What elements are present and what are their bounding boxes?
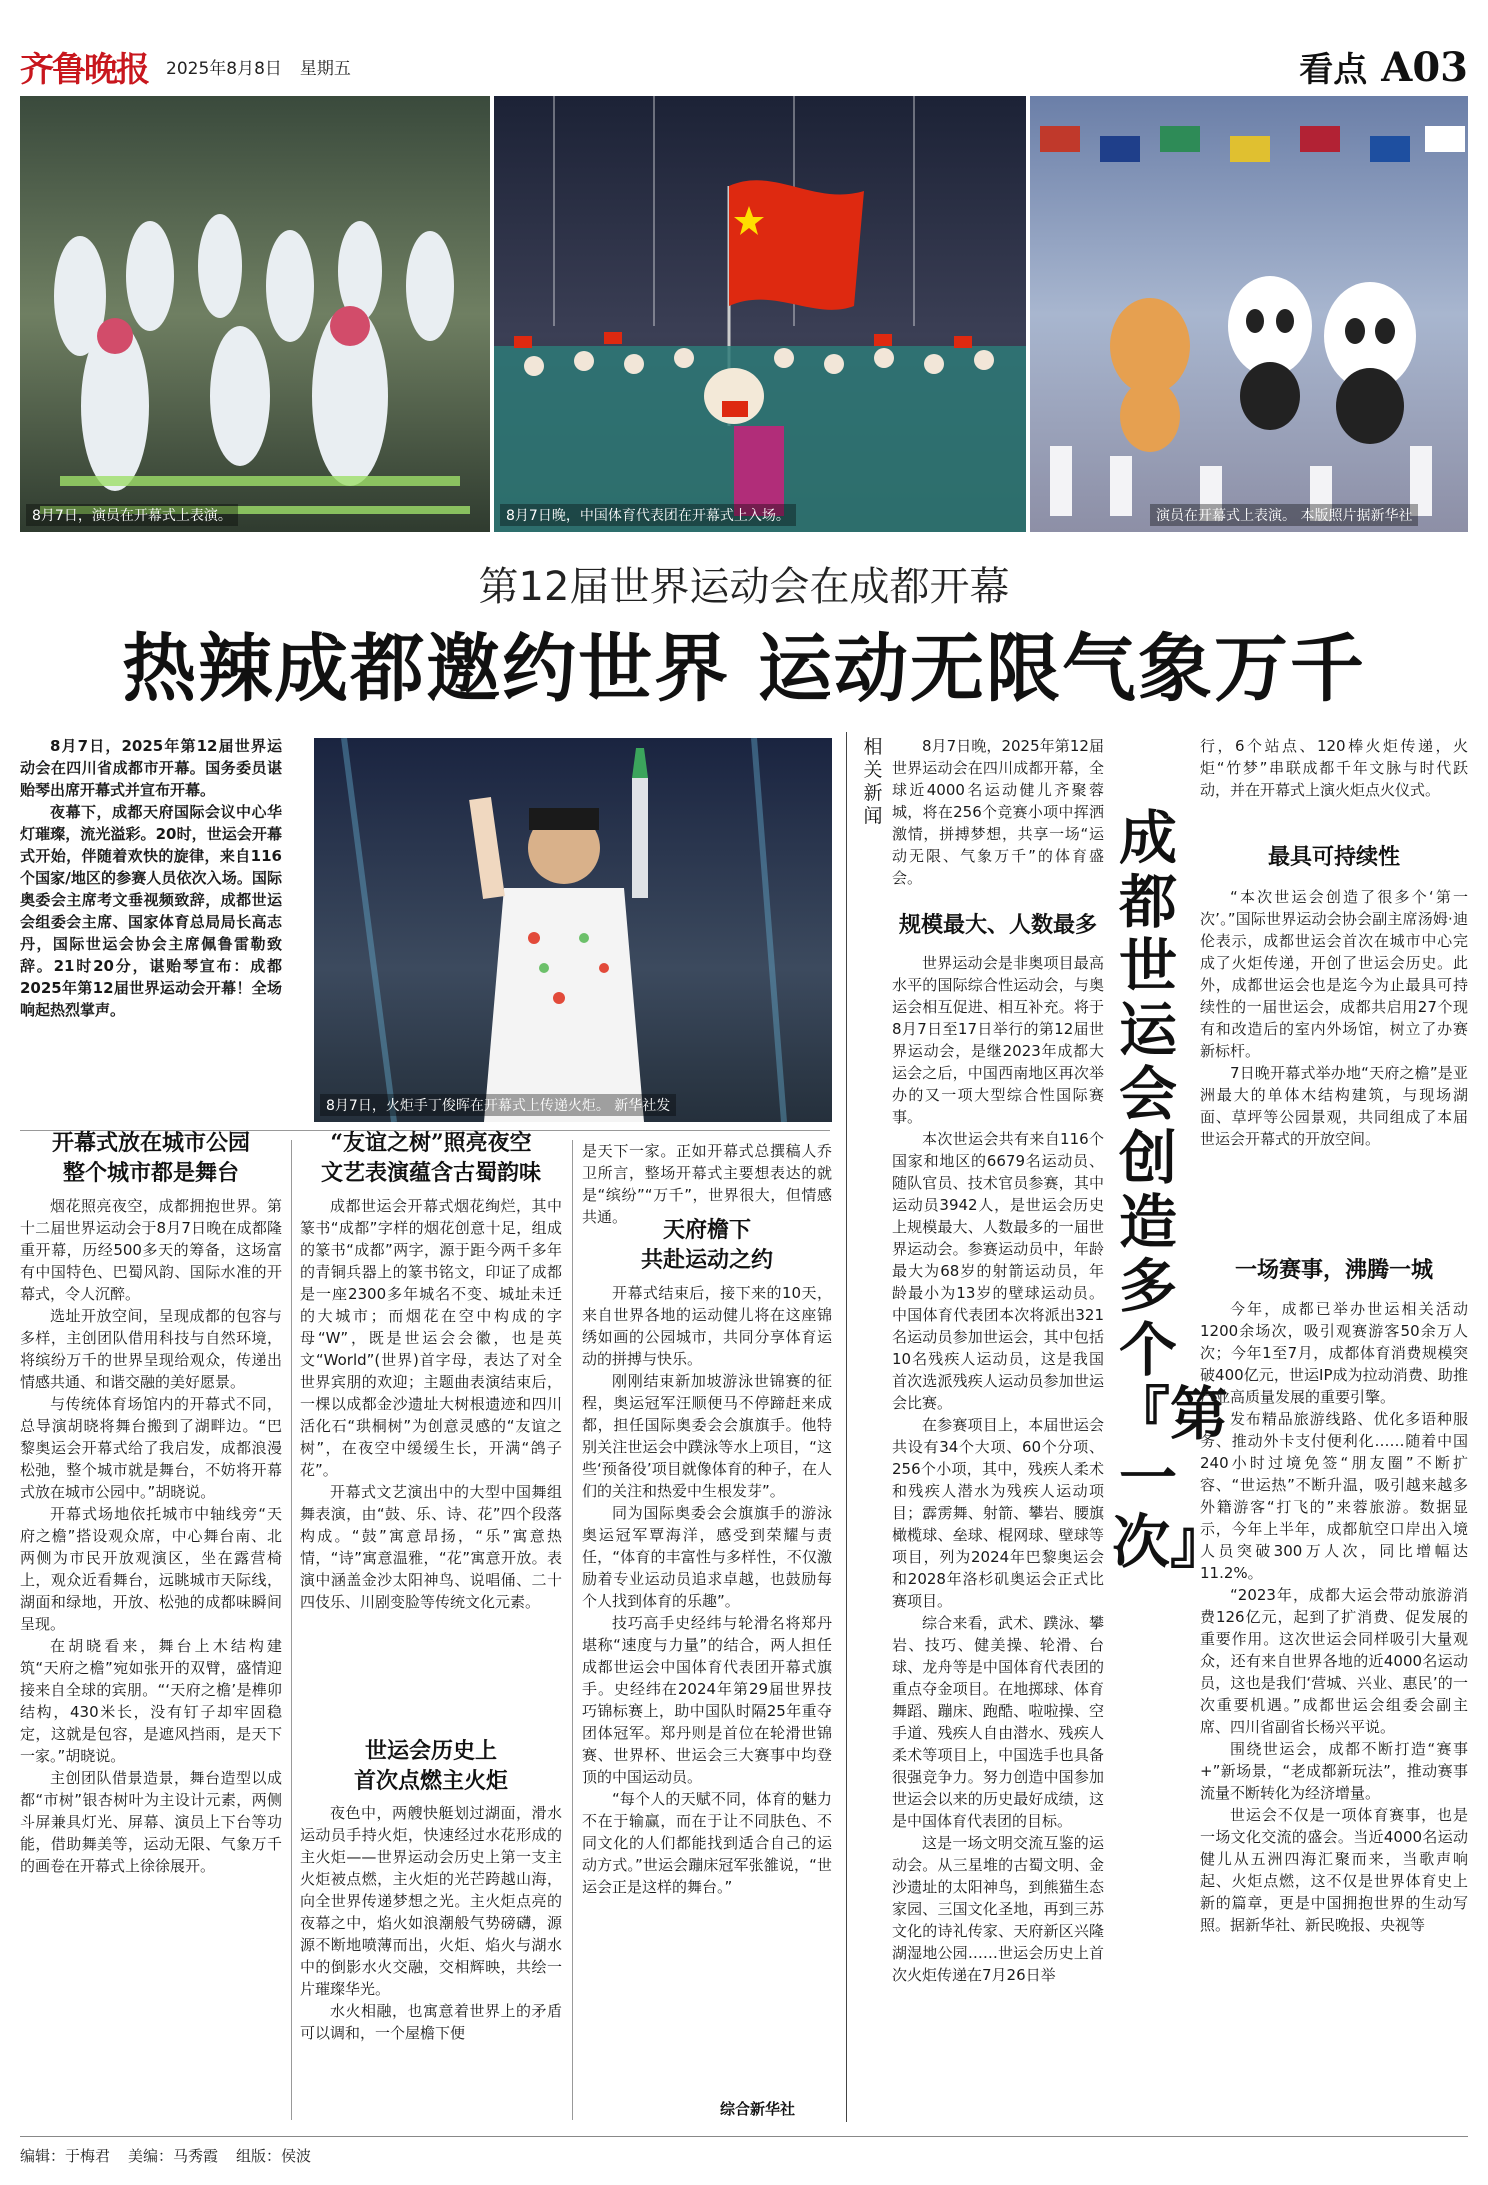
section-name: 看点	[1299, 49, 1368, 90]
photo-caption: 8月7日晚，中国体育代表团在开幕式上入场。	[500, 504, 796, 526]
kicker-headline: 第12届世界运动会在成都开幕	[478, 564, 1010, 610]
photo-performers-1	[20, 96, 490, 532]
article-column-3-top: 是天下一家。正如开幕式总撰稿人乔卫所言，整场开幕式主要想表达的就是“缤纷”“万千”，世界很大，但情感共通。	[582, 1142, 832, 1226]
issue-date: 2025年8月8日	[166, 58, 282, 79]
section-heading: 规模最大、人数最多	[898, 912, 1097, 938]
article-column-3: 开幕式结束后，接下来的10天，来自世界各地的运动健儿将在这座锦绣如画的公园城市，共同分享体育运动的拼搏与快乐。 刚刚结束新加坡游泳世锦赛的征程，奥运冠军汪顺便马不停蹄赶来成都，担任国际奥委会会旗旗手。他特别关注世运会中蹼泳等水上项目，“这些‘预备役’项目就像体育的种子，在人们的关注和热爱中生根发芽”。 同为国际奥委会会旗旗手的游泳奥运冠军覃海洋，感受到荣耀与责任，“体育的丰富性与多样性，不仅激励着专业运动员追求卓越，也鼓励每个人找到体育的乐趣”。 技巧高手史经纬与轮滑名将郑丹堪称“速度与力量”的结合，两人担任成都世运会中国体育代表团开幕式旗手。史经纬在2024年第29届世界技巧锦标赛上，助中国队时隔25年重夺团体冠军。郑丹则是首位在轮滑世锦赛、世界杯、世运会三大赛事中均登顶的中国运动员。 “每个人的天赋不同，体育的魅力不在于输赢，而在于让不同肤色、不同文化的人们都能找到适合自己的运动方式。”世运会蹦床冠军张雒说，“世运会正是这样的舞台。”	[582, 1284, 832, 1896]
section-heading: 天府檐下 共赴运动之约	[640, 1217, 773, 1273]
column-divider	[572, 1140, 573, 2120]
section-heading: “友谊之树”照亮夜空 文艺表演蕴含古蜀韵味	[320, 1130, 541, 1186]
section-heading: 世运会历史上 首次点燃主火炬	[353, 1738, 508, 1794]
section-heading: 开幕式放在城市公园 整个城市都是舞台	[51, 1130, 250, 1186]
photo-caption: 演员在开幕式上表演。 本版照片据新华社	[1150, 504, 1418, 526]
related-column-5: “本次世运会创造了很多个‘第一次’。”国际世界运动会协会副主席汤姆·迪伦表示，成都世运会首次在城市中心完成了火炬传递，开创了世运会历史。此外，成都世运会也是迄今为止最具可持续性的一届世运会，成都共启用27个现有和改造后的室内外场馆，树立了办赛新标杆。 7日晚开幕式举办地“天府之檐”是亚洲最大的单体木结构建筑，与现场湖面、草坪等公园景观，共同组成了本届世运会开幕式的开放空间。	[1200, 888, 1468, 1148]
newspaper-logo: 齐鲁晚报	[20, 49, 148, 90]
lead-text: 8月7日，2025年第12届世界运动会在四川省成都市开幕。国务委员谌贻琴出席开幕式并宣布开幕。 夜幕下，成都天府国际会议中心华灯璀璨，流光溢彩。20时，世运会开幕式开始，伴随着欢快的旋律，来自116个国家/地区的参赛人员依次入场。国际奥委会主席考文垂视频致辞，成都世运会组委会主席、国家体育总局局长高志丹，国际世运会协会主席佩鲁雷勒致辞。21时20分，谌贻琴宣布：成都2025年第12届世界运动会开幕！全场响起热烈掌声。	[20, 737, 282, 1019]
article-column-2: 成都世运会开幕式烟花绚烂，其中篆书“成都”字样的烟花创意十足，组成的篆书“成都”两字，源于距今两千多年的青铜兵器上的篆书铭文，印证了成都是一座2300多年城名不变、城址未迁的大城市；而烟花在空中构成的字母“W”，既是世运会会徽，也是英文“World”(世界)首字母，表达了对全世界宾朋的欢迎；主题曲表演结束后，一棵以成都金沙遗址大树根遗迹和四川活化石“珙桐树”为创意灵感的“友谊之树”，在夜空中缓缓生长，开满“鸽子花”。 开幕式文艺演出中的大型中国舞组舞表演，由“鼓、乐、诗、花”四个段落构成。“鼓”寓意昂扬，“乐”寓意热情，“诗”寓意温雅，“花”寓意开放。表演中涵盖金沙太阳神鸟、说唱俑、二十四伎乐、川剧变脸等传统文化元素。	[300, 1197, 562, 1611]
editor-credit: 编辑：于梅君	[20, 2147, 111, 2165]
related-news-tag: 相关新闻	[863, 736, 883, 827]
article-divider	[846, 732, 847, 2122]
article-column-2-cont: 夜色中，两艘快艇划过湖面，滑水运动员手持火炬，快速经过水花形成的主火炬——世界运动会历史上第一支主火炬被点燃，主火炬的光芒跨越山海，向全世界传递梦想之光。主火炬点亮的夜幕之中，焰火如浪潮般气势磅礴，源源不断地喷薄而出，火炬、焰火与湖水中的倒影水火交融，交相辉映，共绘一片璀璨华光。 水火相融，也寓意着世界上的矛盾可以调和，一个屋檐下便	[300, 1804, 562, 2042]
photo-torchbearer	[314, 738, 832, 1122]
section-heading: 一场赛事，沸腾一城	[1234, 1257, 1433, 1283]
main-headline: 热辣成都邀约世界 运动无限气象万千	[122, 626, 1366, 712]
photo-strip	[20, 96, 1468, 532]
byline: 综合新华社	[720, 2100, 796, 2118]
related-news-vertical-title: 成都世运会创造多个『第一次』	[1112, 804, 1229, 1576]
page-number: A03	[1381, 43, 1468, 91]
photo-delegation	[494, 96, 1026, 532]
page-footer	[20, 2136, 1468, 2166]
section-heading: 最具可持续性	[1267, 844, 1400, 870]
column-divider	[291, 1140, 292, 2120]
photo-caption: 8月7日，火炬手丁俊晖在开幕式上传递火炬。 新华社发	[320, 1094, 676, 1116]
issue-weekday: 星期五	[299, 58, 351, 79]
related-column-5-cont: 今年，成都已举办世运相关活动1200余场次，吸引观赛游客50余万人次；今年1至7月，成都体育消费规模突破400亿元，世运IP成为拉动消费、助推产业高质量发展的重要引擎。 发布精品旅游线路、优化多语种服务、推动外卡支付便利化……随着中国240小时过境免签“朋友圈”不断扩容、“世运热”不断升温，吸引越来越多外籍游客“打飞的”来蓉旅游。数据显示，今年上半年，成都航空口岸出入境人员突破300万人次，同比增幅达11.2%。 “2023年，成都大运会带动旅游消费126亿元，起到了扩消费、促发展的重要作用。这次世运会同样吸引大量观众，还有来自世界各地的近4000名运动员，这也是我们‘营城、兴业、惠民’的一次重要机遇。”成都世运会组委会副主席、四川省副省长杨兴平说。 围绕世运会，成都不断打造“赛事+”新场景，“老成都新玩法”，推动赛事流量不断转化为经济增量。 世运会不仅是一项体育赛事，也是一场文化交流的盛会。当近4000名运动健儿从五洲四海汇聚而来，当歌声响起、火炬点燃，这不仅是世界体育史上新的篇章，更是中国拥抱世界的生动写照。据新华社、新民晚报、央视等	[1200, 1300, 1468, 1934]
masthead	[20, 40, 1468, 92]
related-column-4: 世界运动会是非奥项目最高水平的国际综合性运动会，与奥运会相互促进、相互补充。将于8月7日至17日举行的第12届世界运动会，是继2023年成都大运会之后，中国西南地区再次举办的又一项大型综合性国际赛事。 本次世运会共有来自116个国家和地区的6679名运动员、随队官员、技术官员参赛，其中运动员3942人，是世运会历史上规模最大、人数最多的一届世界运动会。参赛运动员中，年龄最大为68岁的射箭运动员，年龄最小为13岁的壁球运动员。中国体育代表团本次将派出321名运动员参加世运会，其中包括10名残疾人运动员，这是我国首次选派残疾人运动员参加世运会比赛。 在参赛项目上，本届世运会共设有34个大项、60个分项、256个小项，其中，残疾人柔术和残疾人潜水为残疾人运动项目；霹雳舞、射箭、攀岩、腰旗橄榄球、垒球、棍网球、壁球等项目，列为2024年巴黎奥运会和2028年洛杉矶奥运会正式比赛项目。 综合来看，武术、蹼泳、攀岩、技巧、健美操、轮滑、台球、龙舟等是中国体育代表团的重点夺金项目。在地掷球、体育舞蹈、蹦床、跑酷、啦啦操、空手道、残疾人自由潜水、残疾人柔术等项目上，中国选手也具备很强竞争力。努力创造中国参加世运会以来的历史最好成绩，这是中国体育代表团的目标。 这是一场文明交流互鉴的运动会。从三星堆的古蜀文明、金沙遗址的太阳神鸟，到熊猫生态家园、三国文化圣地，再到三苏文化的诗礼传家、天府新区兴隆湖湿地公园……世运会历史上首次火炬传递在7月26日举	[892, 954, 1104, 1984]
related-column-5-top: 行，6个站点、120棒火炬传递，火炬“竹梦”串联成都千年文脉与时代跃动，并在开幕式上演火炬点火仪式。	[1200, 737, 1468, 799]
photo-performers-2	[1030, 96, 1468, 532]
related-lead: 8月7日晚，2025年第12届世界运动会在四川成都开幕，全球近4000名运动健儿齐聚蓉城，将在256个竞赛小项中挥洒激情，拼搏梦想，共享一场“运动无限、气象万千”的体育盛会。	[892, 737, 1104, 887]
layout-credit: 组版：侯波	[236, 2147, 312, 2165]
article-column-1: 烟花照亮夜空，成都拥抱世界。第十二届世界运动会于8月7日晚在成都隆重开幕，历经500多天的筹备，这场富有中国特色、巴蜀风韵、国际水准的开幕式，令人沉醉。 选址开放空间，呈现成都的包容与多样，主创团队借用科技与自然环境，将缤纷万千的世界呈现给观众，传递出情感共通、和谐交融的美好愿景。 与传统体育场馆内的开幕式不同，总导演胡晓将舞台搬到了湖畔边。“巴黎奥运会开幕式给了我启发，成都浪漫松弛，整个城市就是舞台，不妨将开幕式放在城市公园中。”胡晓说。 开幕式场地依托城市中轴线旁“天府之檐”搭设观众席，中心舞台南、北两侧为市民开放观演区，坐在露营椅上，观众近看舞台，远眺城市天际线，湖面和绿地，开放、松弛的成都味瞬间呈现。 在胡晓看来，舞台上木结构建筑“天府之檐”宛如张开的双臂，盛情迎接来自全球的宾朋。“‘天府之檐’是榫卯结构，430米长，没有钉子却牢固稳定，这就是包容，是遮风挡雨，是天下一家。”胡晓说。 主创团队借景造景，舞台造型以成都“市树”银杏树叶为主设计元素，两侧斗屏兼具灯光、屏幕、演员上下台等功能，借助舞美等，运动无限、气象万千的画卷在开幕式上徐徐展开。	[20, 1197, 282, 1875]
designer-credit: 美编：马秀霞	[128, 2147, 219, 2165]
photo-caption: 8月7日，演员在开幕式上表演。	[26, 504, 238, 526]
